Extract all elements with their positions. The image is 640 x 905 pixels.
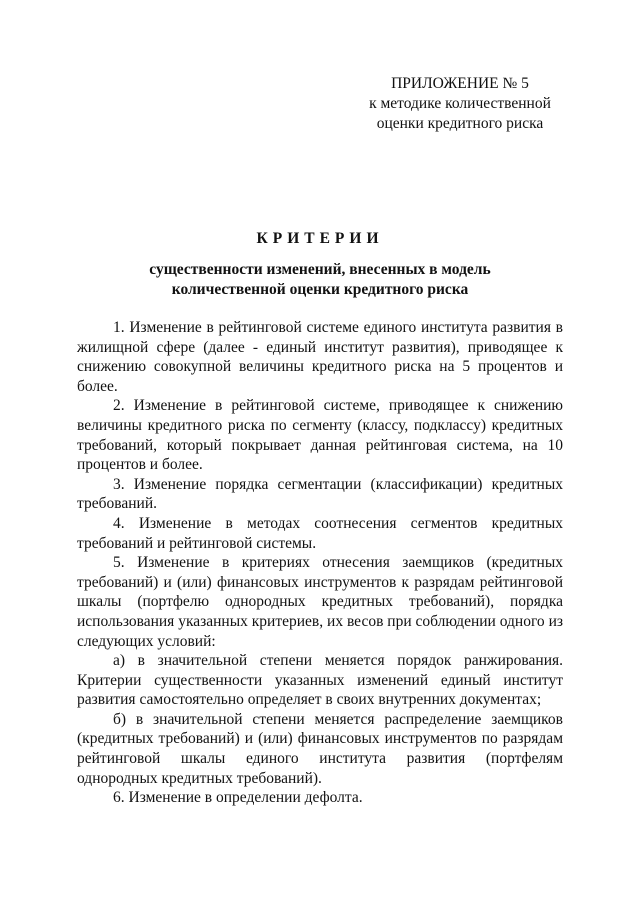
paragraph-6: 6. Изменение в определении дефолта. [113,789,363,807]
appendix-header [340,74,580,134]
appendix-number: ПРИЛОЖЕНИЕ № 5 [391,75,529,92]
document-body [77,318,563,808]
paragraph-3: 3. Изменение порядка сегментации (классификации) кредитных требований. [77,475,563,513]
appendix-reference-line-2: оценки кредитного риска [376,115,544,132]
subtitle-line-1: существенности изменений, внесенных в модель [149,261,491,278]
appendix-reference-line-1: к методике количественной [369,95,551,112]
paragraph-1: 1. Изменение в рейтинговой системе единого института развития в жилищной сфере (далее - единый институт развития), приводящее к снижению совокупной величины кредитного риска на 5 процентов и более. [77,319,563,395]
subtitle-line-2: количественной оценки кредитного риска [171,281,469,298]
paragraph-5a: а) в значительной степени меняется порядок ранжирования. Критерии существенности указанных изменений единый институт развития самостоятельно определяет в своих внутренних документах; [77,652,563,709]
document-subtitle [0,260,640,300]
paragraph-5b: б) в значительной степени меняется распределение заемщиков (кредитных требований) и (или) финансовых инструментов по разрядам рейтинговой шкалы единого института развития (портфелям однородных кредитных требований). [77,710,563,787]
paragraph-5: 5. Изменение в критериях отнесения заемщиков (кредитных требований) и (или) финансовых инструментов к разрядам рейтинговой шкалы (портфелю однородных кредитных требований), порядка использования указанных критериев, их весов при соблюдении одного из следующих условий: [77,554,563,650]
paragraph-4: 4. Изменение в методах соотнесения сегментов кредитных требований и рейтинговой системы. [77,514,563,552]
paragraph-2: 2. Изменение в рейтинговой системе, приводящее к снижению величины кредитного риска по сегменту (классу, подклассу) кредитных требований, который покрывает данная рейтинговая система, на 10 процентов и более. [77,397,563,474]
document-title: КРИТЕРИИ [256,230,384,247]
